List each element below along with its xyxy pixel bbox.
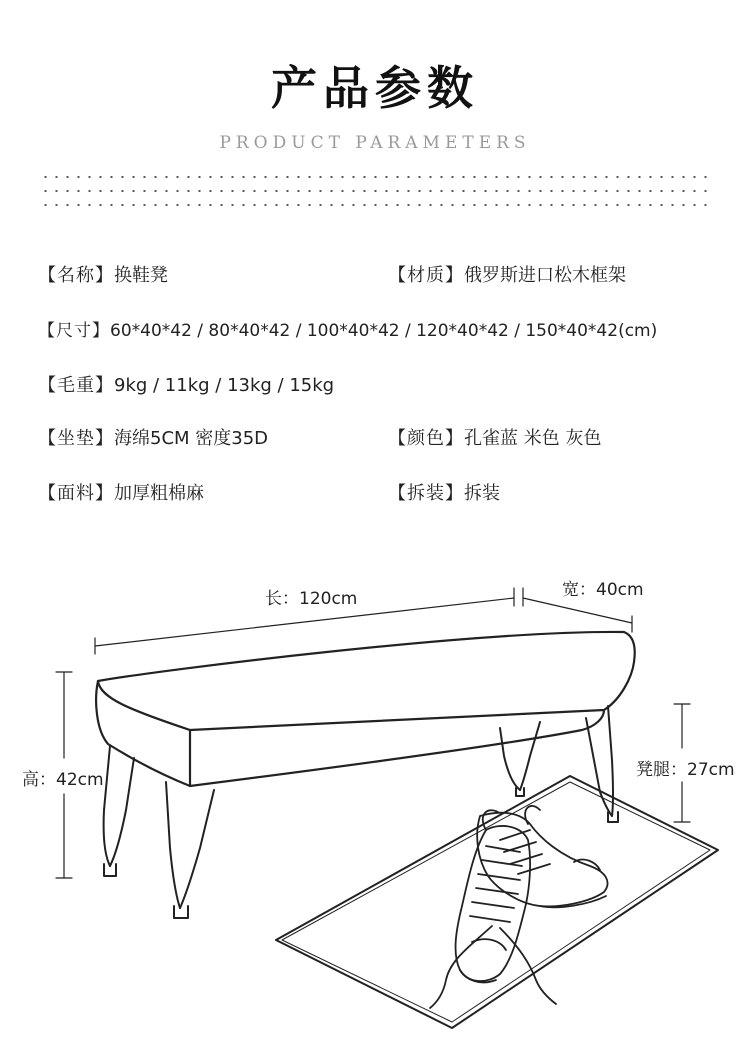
bench-cushion (96, 632, 635, 786)
param-weight (38, 375, 334, 397)
param-color (388, 428, 601, 450)
rug (276, 776, 718, 1028)
dimension-height-label: 高：42cm (22, 770, 104, 790)
param-fabric-key: 【面料】 (38, 483, 114, 504)
dimension-width-label: 宽：40cm (562, 580, 644, 600)
param-size-value: 60*40*42 / 80*40*42 / 100*40*42 / 120*40*42 / 150*40*42(cm) (110, 321, 658, 341)
param-material-value: 俄罗斯进口松木框架 (464, 265, 626, 286)
bench-line-drawing (0, 560, 750, 1052)
dotted-divider-bottom (40, 204, 712, 206)
param-name (38, 265, 168, 287)
param-cushion-key: 【坐垫】 (38, 428, 114, 449)
page-subtitle: PRODUCT PARAMETERS (219, 133, 531, 153)
param-material (388, 265, 626, 287)
dimension-length-label: 长：120cm (265, 589, 358, 609)
param-size (38, 320, 657, 342)
param-assembly (388, 483, 500, 505)
param-cushion-value: 海绵5CM 密度35D (114, 428, 269, 449)
dotted-divider-middle (40, 190, 712, 192)
param-name-key: 【名称】 (38, 265, 114, 286)
dimension-leg-label: 凳腿：27cm (636, 760, 735, 780)
param-fabric (38, 483, 204, 505)
param-name-value: 换鞋凳 (114, 265, 168, 286)
sneaker-front (430, 810, 556, 1008)
param-color-key: 【颜色】 (388, 428, 464, 449)
page-title: 产品参数 (271, 61, 479, 115)
param-material-key: 【材质】 (388, 265, 464, 286)
param-assembly-key: 【拆装】 (388, 483, 464, 504)
param-weight-key: 【毛重】 (38, 375, 114, 396)
sneaker-back (477, 806, 607, 907)
param-assembly-value: 拆装 (464, 483, 500, 504)
param-size-key: 【尺寸】 (38, 321, 110, 341)
dotted-divider-top (40, 176, 712, 178)
param-weight-value: 9kg / 11kg / 13kg / 15kg (114, 375, 335, 396)
param-cushion (38, 428, 268, 450)
param-fabric-value: 加厚粗棉麻 (114, 483, 204, 504)
param-color-value: 孔雀蓝 米色 灰色 (464, 428, 602, 449)
